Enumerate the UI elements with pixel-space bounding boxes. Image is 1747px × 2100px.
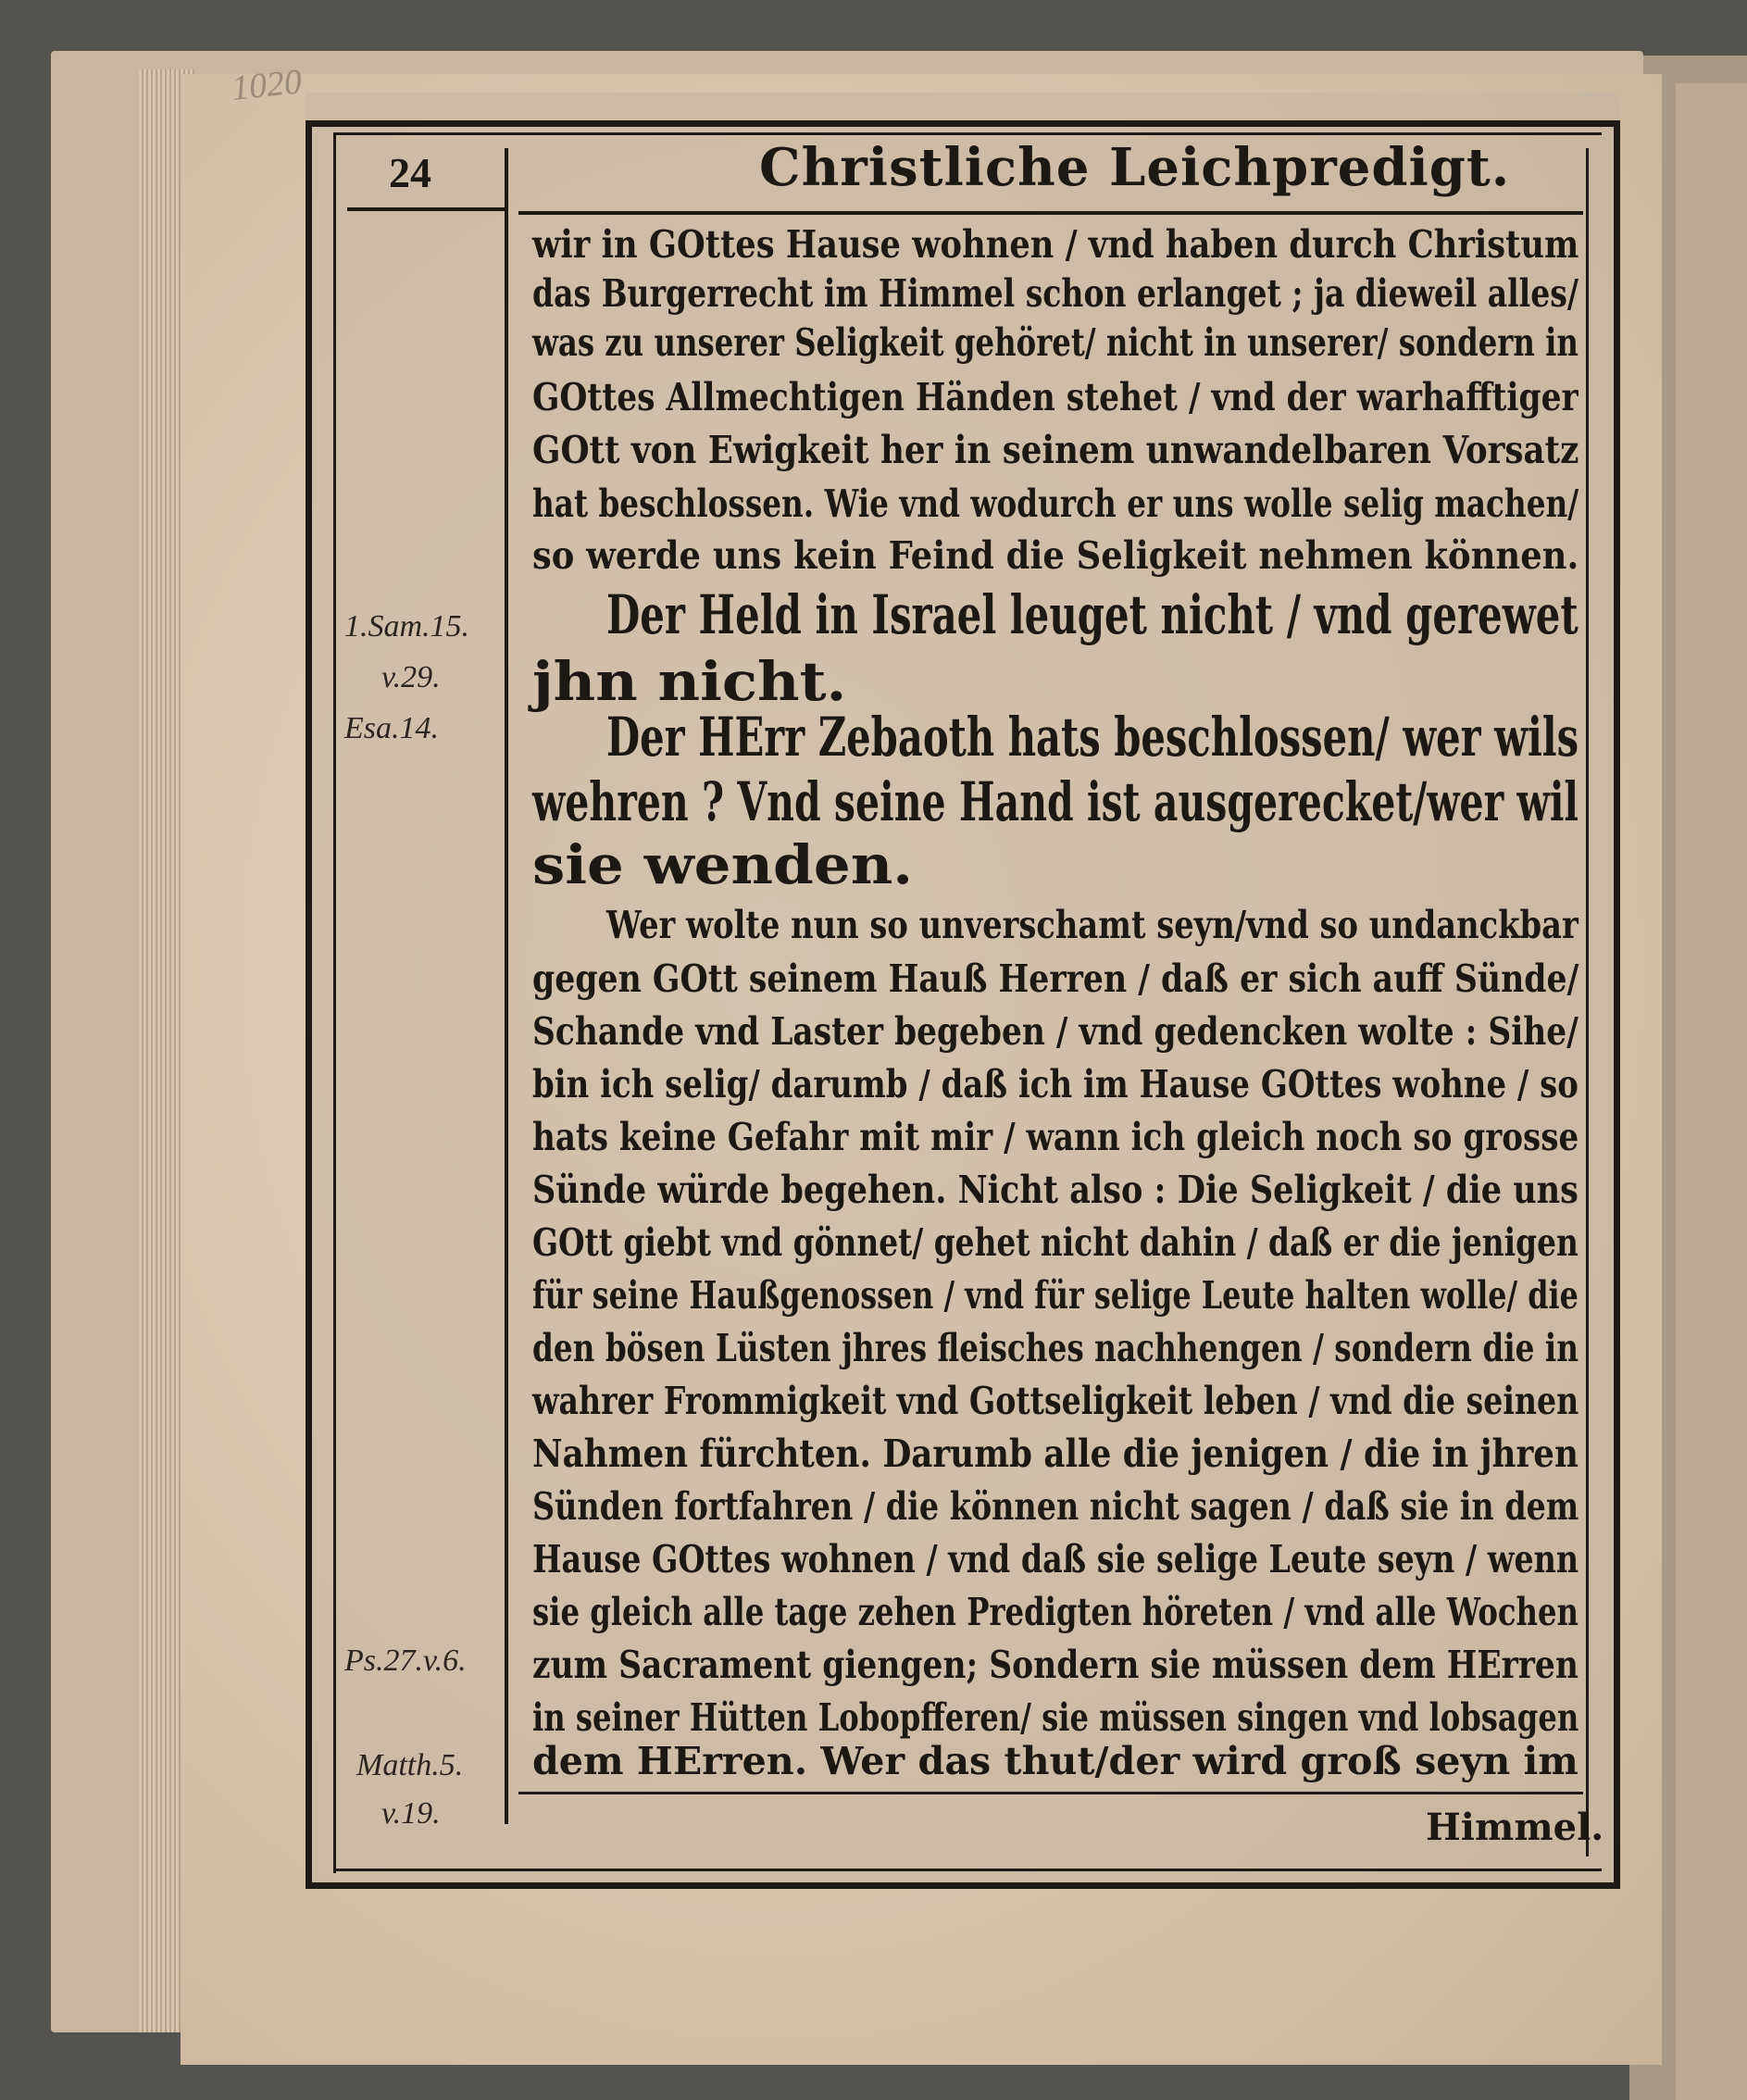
frame-right-inner <box>1586 148 1589 1856</box>
frame-right <box>1614 120 1620 1889</box>
text-line: Wer wolte nun so unverschamt seyn/vnd so undanckbar <box>606 903 1579 947</box>
text-line: gegen GOtt seinem Hauß Herren / daß er sich auff Sünde/ <box>532 956 1579 1001</box>
frame-top <box>306 120 1620 127</box>
text-line: GOtt giebt vnd gönnet/ gehet nicht dahin / daß er die jenigen <box>532 1220 1579 1265</box>
text-line: bin ich selig/ darumb / daß ich im Hause GOttes wohne / so <box>532 1062 1579 1106</box>
pencil-annotation: 1020 <box>230 62 304 108</box>
text-line: wahrer Frommigkeit vnd Gottseligkeit leben / vnd die seinen <box>532 1379 1579 1423</box>
page-number: 24 <box>389 149 431 196</box>
text-line: hat beschlossen. Wie vnd wodurch er uns wolle selig machen/ <box>532 481 1579 526</box>
footer-rule <box>518 1792 1583 1794</box>
margin-note: Ps.27.v.6. <box>344 1644 467 1678</box>
text-line: Sünden fortfahren / die können nicht sagen / daß sie in dem <box>532 1484 1579 1529</box>
margin-note: Matth.5. <box>356 1748 464 1782</box>
scripture-line: Der Held in Israel leuget nicht / vnd gerewet <box>606 583 1579 646</box>
margin-column-divider <box>505 148 508 1824</box>
header-rule-left <box>347 207 505 211</box>
scripture-line: sie wenden. <box>532 833 914 896</box>
frame-left-inner <box>333 132 336 1873</box>
text-line: hats keine Gefahr mit mir / wann ich gleich noch so grosse <box>532 1115 1579 1159</box>
frame-top-inner <box>333 132 1602 135</box>
text-line: für seine Haußgenossen / vnd für selige Leute halten wolle/ die <box>532 1273 1579 1318</box>
running-title: Christliche Leichpredigt. <box>759 137 1511 198</box>
scripture-line: wehren ? Vnd seine Hand ist ausgerecket/wer wil <box>532 770 1579 833</box>
text-line: in seiner Hütten Lobopfferen/ sie müssen singen vnd lobsagen <box>532 1695 1579 1740</box>
book-facing-page <box>1676 83 1747 2100</box>
text-line: Sünde würde begehen. Nicht also : Die Seligkeit / die uns <box>532 1168 1579 1212</box>
text-line: Hause GOttes wohnen / vnd daß sie selige Leute seyn / wenn <box>532 1537 1579 1581</box>
text-line: Nahmen fürchten. Darumb alle die jenigen / die in jhren <box>532 1431 1579 1476</box>
scripture-line: Der HErr Zebaoth hats beschlossen/ wer wils <box>606 706 1579 769</box>
header-rule-right <box>518 211 1583 215</box>
text-line: so werde uns kein Feind die Seligkeit nehmen können. <box>532 533 1579 578</box>
text-line: wir in GOttes Hause wohnen / vnd haben durch Christum <box>532 222 1579 267</box>
scripture-line: jhn nicht. <box>532 650 847 713</box>
text-line: sie gleich alle tage zehen Predigten höreten / vnd alle Wochen <box>532 1590 1579 1634</box>
catchword: Himmel. <box>1426 1806 1604 1849</box>
frame-bottom <box>306 1882 1620 1889</box>
text-line: das Burgerrecht im Himmel schon erlanget ; ja dieweil alles/ <box>532 271 1579 316</box>
text-line: GOttes Allmechtigen Händen stehet / vnd der warhafftiger <box>532 375 1579 419</box>
text-line: GOtt von Ewigkeit her in seinem unwandelbaren Vorsatz <box>532 428 1579 472</box>
frame-left <box>306 120 312 1889</box>
text-line: Schande vnd Laster begeben / vnd gedencken wolte : Sihe/ <box>532 1009 1579 1054</box>
text-line: den bösen Lüsten jhres fleisches nachhengen / sondern die in <box>532 1326 1579 1370</box>
margin-note: v.19. <box>381 1796 441 1831</box>
margin-note: v.29. <box>381 660 441 694</box>
text-line: was zu unserer Seligkeit gehöret/ nicht in unserer/ sondern in <box>532 320 1579 365</box>
text-line: dem HErren. Wer das thut/der wird groß seyn im <box>532 1739 1579 1783</box>
margin-note: 1.Sam.15. <box>344 609 470 644</box>
text-line: zum Sacrament giengen; Sondern sie müssen dem HErren <box>532 1643 1579 1687</box>
frame-bottom-inner <box>333 1869 1602 1871</box>
margin-note: Esa.14. <box>344 711 439 745</box>
